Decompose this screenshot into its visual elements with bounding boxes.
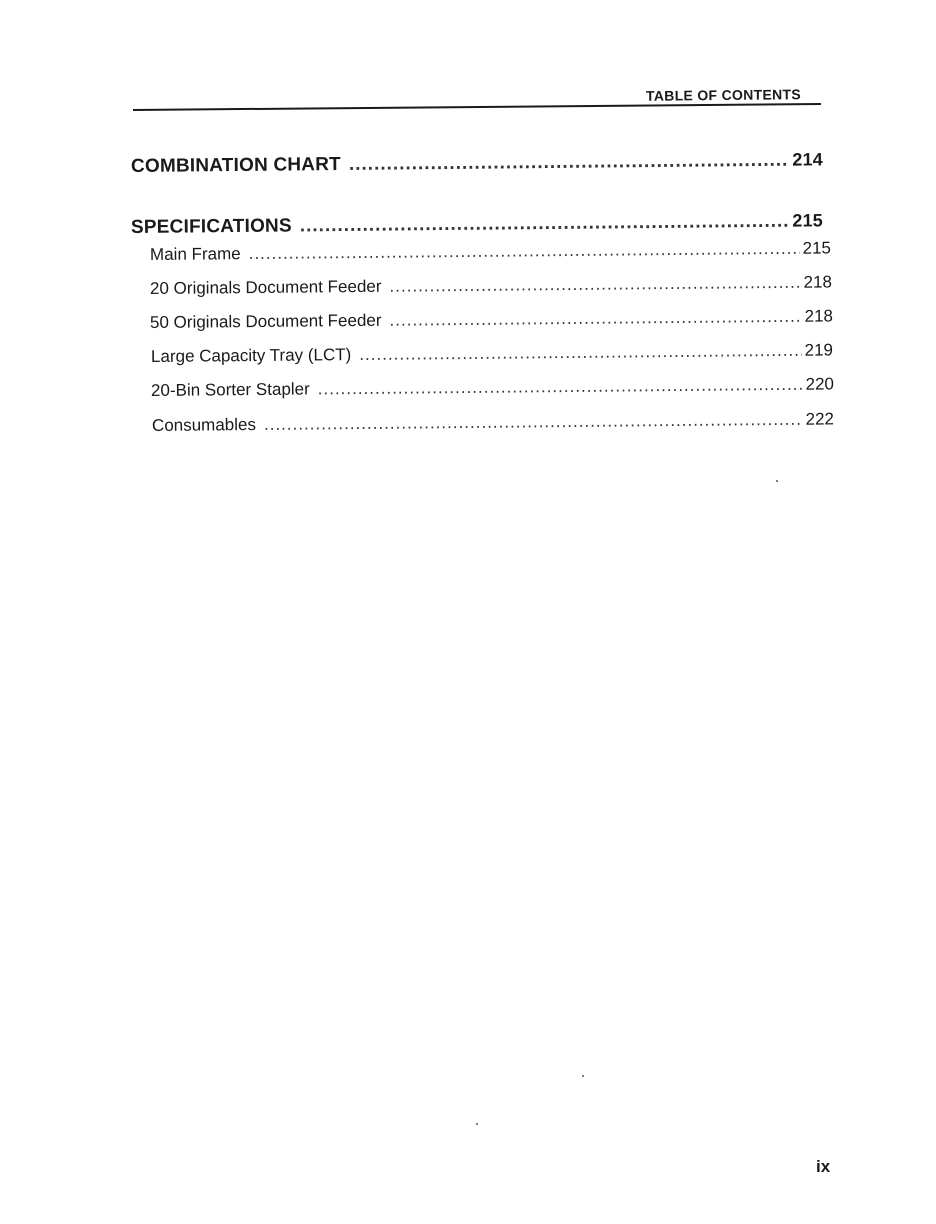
dot-leader	[249, 239, 800, 264]
dot-leader	[389, 273, 800, 297]
header-rule	[133, 103, 821, 111]
dot-leader	[349, 150, 790, 176]
toc-page-number: 220	[805, 374, 835, 394]
dot-leader	[264, 410, 803, 435]
toc-section-specifications[interactable]	[131, 210, 823, 239]
toc-entry-20-originals-document-feeder[interactable]	[150, 272, 832, 299]
toc-entry-main-frame[interactable]	[150, 238, 831, 265]
toc-entry-large-capacity-tray[interactable]	[151, 340, 833, 367]
toc-entry-title: Main Frame	[149, 244, 241, 264]
scan-speck	[776, 480, 778, 482]
toc-section-combination-chart[interactable]	[131, 149, 823, 178]
dot-leader	[389, 307, 801, 331]
dot-leader	[359, 341, 801, 365]
scan-speck	[476, 1123, 478, 1125]
running-header: TABLE OF CONTENTS	[645, 86, 802, 104]
toc-page-number: 215	[792, 210, 824, 231]
toc-page-number: 215	[802, 238, 832, 258]
toc-entry-title: 20 Originals Document Feeder	[149, 276, 382, 298]
toc-page-number: 218	[804, 306, 834, 326]
toc-page-number: 218	[803, 272, 833, 292]
page-folio: ix	[816, 1157, 831, 1176]
dot-leader	[300, 211, 790, 238]
toc-page-number: 222	[805, 409, 835, 429]
toc-entry-consumables[interactable]	[152, 409, 834, 436]
scan-speck	[582, 1075, 584, 1077]
toc-entry-title: Consumables	[151, 415, 257, 435]
toc-entry-title: 50 Originals Document Feeder	[149, 310, 382, 332]
toc-section-title: SPECIFICATIONS	[130, 215, 292, 238]
toc-page-number: 214	[792, 149, 824, 170]
toc-entry-title: Large Capacity Tray (LCT)	[150, 345, 352, 366]
toc-page-number: 219	[804, 340, 834, 360]
toc-entry-title: 20-Bin Sorter Stapler	[150, 379, 310, 400]
toc-section-title: COMBINATION CHART	[130, 153, 342, 177]
dot-leader	[318, 375, 803, 400]
toc-entry-20-bin-sorter-stapler[interactable]	[151, 374, 834, 401]
toc-entry-50-originals-document-feeder[interactable]	[150, 306, 833, 333]
